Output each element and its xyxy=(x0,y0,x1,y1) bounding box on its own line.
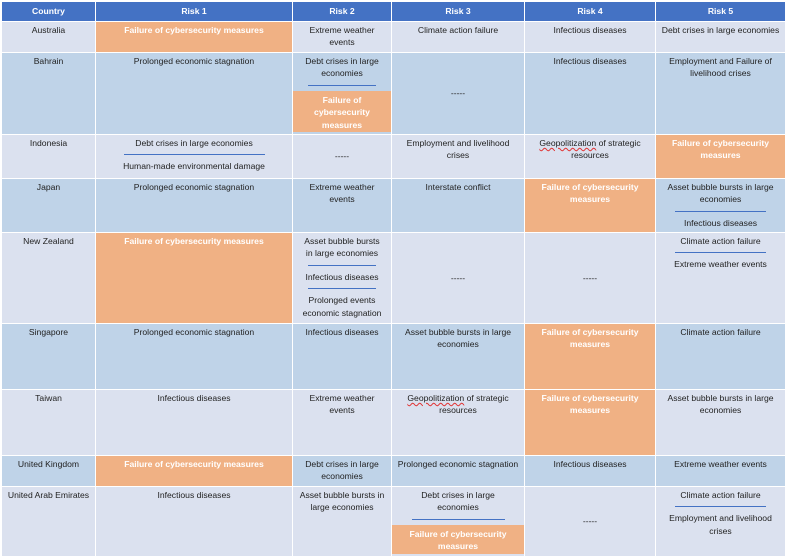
empty-risk-placeholder: ----- xyxy=(525,233,656,324)
risk-entry: Employment and livelihood crises xyxy=(669,513,772,536)
header-risk-4: Risk 4 xyxy=(525,2,656,22)
entry-separator xyxy=(412,519,505,520)
table-row xyxy=(2,233,786,324)
table-row xyxy=(2,22,786,53)
header-risk-2: Risk 2 xyxy=(293,2,392,22)
risk-2-cell: Infectious diseases xyxy=(293,324,392,390)
header-risk-3: Risk 3 xyxy=(392,2,525,22)
risk-3-cell: Prolonged economic stagnation xyxy=(392,456,525,487)
risk-4-cell: Infectious diseases xyxy=(525,22,656,53)
risk-2-cell xyxy=(293,233,392,324)
country-cell: Indonesia xyxy=(2,135,96,179)
risk-2-cell xyxy=(293,53,392,135)
table-row xyxy=(2,135,786,179)
entry-separator xyxy=(675,506,766,507)
risk-2-cell: Extreme weather events xyxy=(293,22,392,53)
risk-entry: Climate action failure xyxy=(680,236,761,247)
country-cell: New Zealand xyxy=(2,233,96,324)
risk-5-cell xyxy=(656,487,786,557)
risk-entry: Prolonged events economic stagnation xyxy=(302,295,382,318)
risk-4-cell: Geopolitization of strategic resources xyxy=(525,135,656,179)
risk-5-cell: Debt crises in large economies xyxy=(656,22,786,53)
risk-4-cell: Infectious diseases xyxy=(525,53,656,135)
risk-5-cell: Failure of cybersecurity measures xyxy=(656,135,786,179)
risk-5-cell: Employment and Failure of livelihood crises xyxy=(656,53,786,135)
cyber-risk-entry: Failure of cybersecurity measures xyxy=(293,91,391,132)
table-row xyxy=(2,390,786,456)
risk-4-cell: Failure of cybersecurity measures xyxy=(525,390,656,456)
risk-3-cell: Asset bubble bursts in large economies xyxy=(392,324,525,390)
country-cell: Taiwan xyxy=(2,390,96,456)
risk-1-cell: Infectious diseases xyxy=(96,390,293,456)
risk-2-cell: Extreme weather events xyxy=(293,179,392,233)
risk-1-cell: Failure of cybersecurity measures xyxy=(96,233,293,324)
risk-5-cell: Climate action failure xyxy=(656,324,786,390)
risk-5-cell xyxy=(656,233,786,324)
risk-1-cell: Infectious diseases xyxy=(96,487,293,557)
risk-table xyxy=(1,1,786,557)
risk-3-cell xyxy=(392,487,525,557)
risk-1-cell: Failure of cybersecurity measures xyxy=(96,456,293,487)
risk-4-cell: Infectious diseases xyxy=(525,456,656,487)
risk-entry: Asset bubble bursts in large economies xyxy=(304,236,380,259)
table-row xyxy=(2,324,786,390)
header-country: Country xyxy=(2,2,96,22)
risk-3-cell: Climate action failure xyxy=(392,22,525,53)
entry-separator xyxy=(124,154,265,155)
risk-entry: Infectious diseases xyxy=(305,271,379,282)
country-cell: United Arab Emirates xyxy=(2,487,96,557)
country-cell: Japan xyxy=(2,179,96,233)
empty-risk-placeholder: ----- xyxy=(525,487,656,557)
empty-risk-placeholder: ----- xyxy=(392,233,525,324)
risk-1-cell: Failure of cybersecurity measures xyxy=(96,22,293,53)
entry-separator xyxy=(675,211,766,212)
entry-separator xyxy=(308,288,376,289)
risk-entry: Debt crises in large economies xyxy=(305,56,379,79)
risk-entry: Climate action failure xyxy=(680,490,761,501)
table-row xyxy=(2,53,786,135)
table-header xyxy=(2,2,786,22)
empty-risk-placeholder: ----- xyxy=(293,135,392,179)
risk-1-cell: Prolonged economic stagnation xyxy=(96,324,293,390)
entry-separator xyxy=(308,85,376,86)
risk-entry: Human-made environmental damage xyxy=(123,161,265,172)
table-row xyxy=(2,179,786,233)
risk-entry: Debt crises in large economies xyxy=(135,138,253,149)
spell-check-word: Geopolitization xyxy=(539,138,597,149)
risk-1-cell: Prolonged economic stagnation xyxy=(96,53,293,135)
risk-2-cell: Extreme weather events xyxy=(293,390,392,456)
table-row xyxy=(2,456,786,487)
table-row xyxy=(2,487,786,557)
empty-risk-placeholder: ----- xyxy=(392,53,525,135)
risk-5-cell: Extreme weather events xyxy=(656,456,786,487)
table-body xyxy=(2,22,786,557)
risk-1-cell: Prolonged economic stagnation xyxy=(96,179,293,233)
spell-check-word: Geopolitization xyxy=(407,393,465,404)
header-risk-1: Risk 1 xyxy=(96,2,293,22)
header-row xyxy=(2,2,786,22)
entry-separator xyxy=(675,252,766,253)
risk-entry: Asset bubble bursts in large economies xyxy=(667,182,774,205)
risk-4-cell: Failure of cybersecurity measures xyxy=(525,324,656,390)
risk-entry: Debt crises in large economies xyxy=(421,490,495,513)
risk-1-cell xyxy=(96,135,293,179)
risk-3-cell: Geopolitization of strategic resources xyxy=(392,390,525,456)
country-cell: United Kingdom xyxy=(2,456,96,487)
entry-separator xyxy=(308,265,376,266)
risk-2-cell: Debt crises in large economies xyxy=(293,456,392,487)
risk-entry: Extreme weather events xyxy=(674,259,767,270)
risk-entry: Infectious diseases xyxy=(683,217,758,228)
risk-5-cell: Asset bubble bursts in large economies xyxy=(656,390,786,456)
country-cell: Australia xyxy=(2,22,96,53)
risk-3-cell: Employment and livelihood crises xyxy=(392,135,525,179)
risk-4-cell: Failure of cybersecurity measures xyxy=(525,179,656,233)
cyber-risk-entry: Failure of cybersecurity measures xyxy=(392,525,524,554)
country-cell: Singapore xyxy=(2,324,96,390)
risk-5-cell xyxy=(656,179,786,233)
risk-3-cell: Interstate conflict xyxy=(392,179,525,233)
country-cell: Bahrain xyxy=(2,53,96,135)
risk-2-cell: Asset bubble bursts in large economies xyxy=(293,487,392,557)
header-risk-5: Risk 5 xyxy=(656,2,786,22)
